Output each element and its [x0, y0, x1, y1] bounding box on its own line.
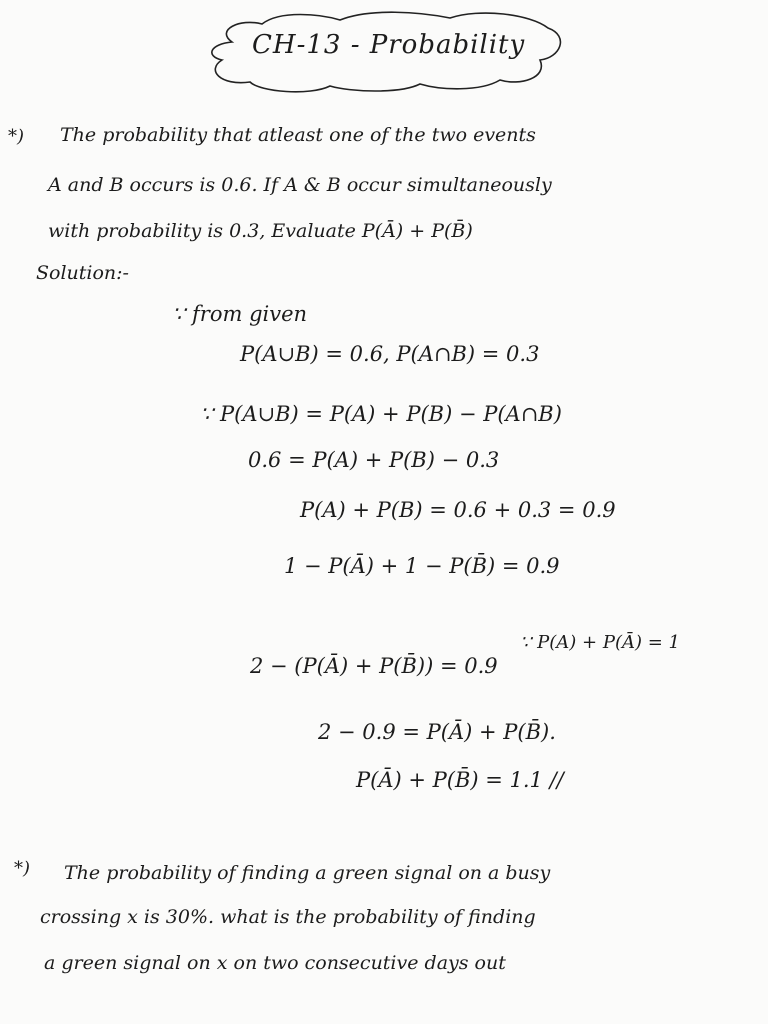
step-rearranged: 2 − 0.9 = P(Ā) + P(B̄). [318, 720, 556, 744]
question-2-bullet: *) [14, 858, 31, 879]
page-title: CH-13 - Probability [252, 30, 526, 60]
step-given-values: P(A∪B) = 0.6, P(A∩B) = 0.3 [240, 342, 540, 366]
step-complement: 1 − P(Ā) + 1 − P(B̄) = 0.9 [284, 554, 560, 578]
step-side-note: ∵ P(A) + P(Ā) = 1 [520, 632, 680, 653]
step-grouped: 2 − (P(Ā) + P(B̄)) = 0.9 [250, 654, 498, 678]
step-given: ∵ from given [172, 302, 308, 326]
question-2-line-2: crossing x is 30%. what is the probability of finding [40, 906, 536, 928]
question-1-line-2: A and B occurs is 0.6. If A & B occur simultaneously [48, 174, 552, 196]
question-2-line-3: a green signal on x on two consecutive days out [44, 952, 506, 974]
title-cloud-doodle [0, 0, 768, 120]
step-substitute: 0.6 = P(A) + P(B) − 0.3 [248, 448, 500, 472]
question-1-line-1: The probability that atleast one of the two events [60, 124, 536, 146]
question-1-line-3: with probability is 0.3, Evaluate P(Ā) + P(B̄) [48, 220, 473, 242]
question-1-bullet: *) [8, 126, 25, 147]
step-answer: P(Ā) + P(B̄) = 1.1 // [356, 768, 564, 792]
step-addition-rule: ∵ P(A∪B) = P(A) + P(B) − P(A∩B) [200, 402, 562, 426]
step-sum: P(A) + P(B) = 0.6 + 0.3 = 0.9 [300, 498, 616, 522]
question-2-line-1: The probability of finding a green signal on a busy [64, 862, 551, 884]
solution-label: Solution:- [36, 262, 129, 284]
